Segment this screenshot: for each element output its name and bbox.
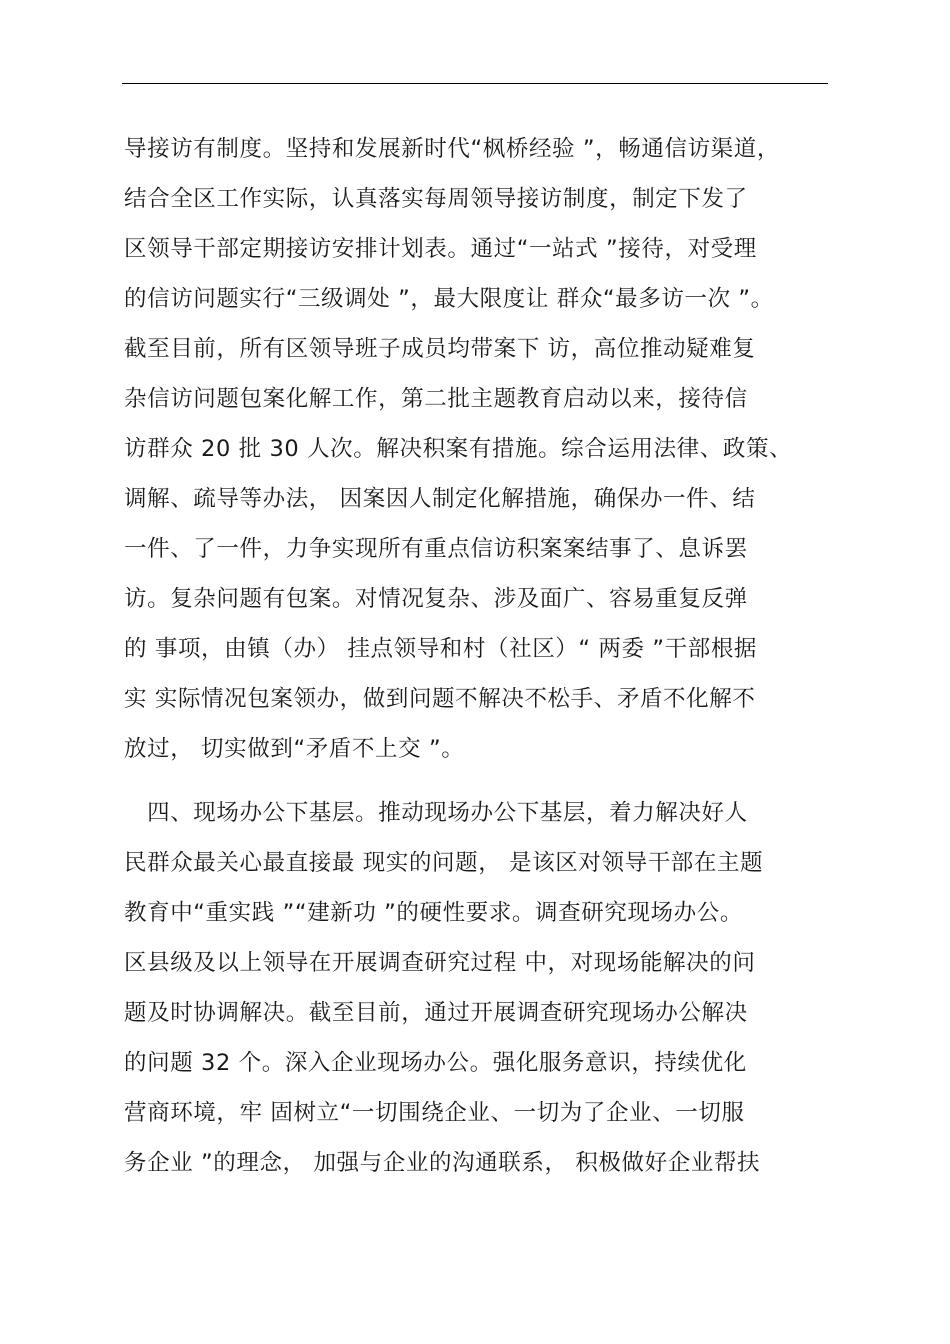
text-line: 杂信访问题包案化解工作，第二批主题教育启动以来，接待信 — [124, 386, 748, 412]
header-rule — [122, 83, 828, 84]
text-line: 访。复杂问题有包案。对情况复杂、涉及面广、容易重复反弹 — [124, 586, 748, 612]
text-line: 区县级及以上领导在开展调查研究过程 中，对现场能解决的问 — [124, 950, 756, 976]
text-line: 调解、疏导等办法， 因案因人制定化解措施，确保办一件、结 — [124, 486, 756, 512]
text-line: 实 实际情况包案领办，做到问题不解决不松手、矛盾不化解不 — [124, 686, 756, 712]
text-line: 民群众最关心最直接最 现实的问题， 是该区对领导干部在主题 — [124, 850, 764, 876]
text-line: 的信访问题实行“三级调处 ”，最大限度让 群众“最多访一次 ”。 — [124, 286, 774, 312]
text-line: 截至目前，所有区领导班子成员均带案下 访，高位推动疑难复 — [124, 336, 756, 362]
text-line: 区领导干部定期接访安排计划表。通过“一站式 ”接待，对受理 — [124, 236, 757, 262]
text-line: 的 事项，由镇（办） 挂点领导和村（社区）“ 两委 ”干部根据 — [124, 636, 758, 662]
text-line: 营商环境，牢 固树立“一切围绕企业、一切为了企业、一切服 — [124, 1100, 745, 1126]
text-line: 题及时协调解决。截至目前，通过开展调查研究现场办公解决 — [124, 1000, 748, 1026]
text-line: 访群众 20 批 30 人次。解决积案有措施。综合运用法律、政策、 — [124, 436, 793, 462]
text-line: 的问题 32 个。深入企业现场办公。强化服务意识，持续优化 — [124, 1050, 747, 1076]
text-line: 导接访有制度。坚持和发展新时代“枫桥经验 ”，畅通信访渠道， — [124, 136, 780, 162]
text-line: 结合全区工作实际，认真落实每周领导接访制度，制定下发了 — [124, 186, 748, 212]
text-line: 一件、了一件，力争实现所有重点信访积案案结事了、息诉罢 — [124, 536, 748, 562]
text-line: 放过， 切实做到“矛盾不上交 ”。 — [124, 736, 465, 762]
text-line: 教育中“重实践 ”“建新功 ”的硬性要求。调查研究现场办公。 — [124, 900, 743, 926]
text-line: 四、现场办公下基层。推动现场办公下基层，着力解决好人 — [124, 800, 748, 826]
text-line: 务企业 ”的理念， 加强与企业的沟通联系， 积极做好企业帮扶 — [124, 1150, 761, 1176]
